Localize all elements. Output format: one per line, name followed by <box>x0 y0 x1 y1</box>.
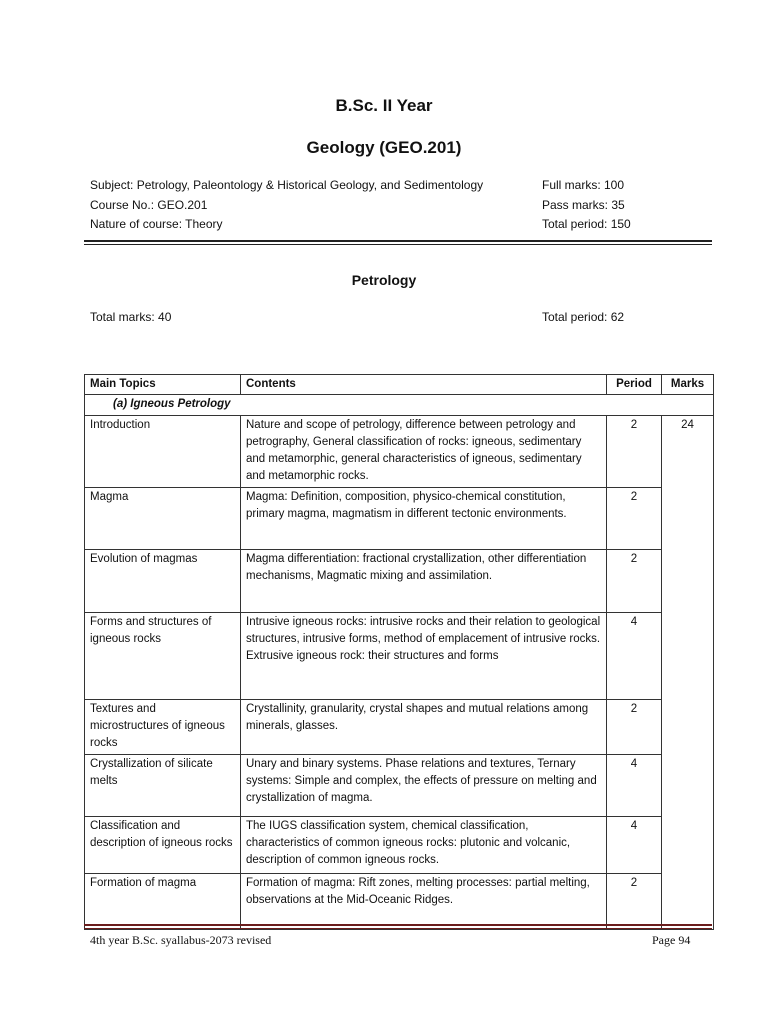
table-row <box>85 873 714 929</box>
section-total-period: Total period: 62 <box>542 310 625 324</box>
period-cell: 4 <box>607 754 662 816</box>
table-header-row <box>85 375 714 395</box>
page-title-course: Geology (GEO.201) <box>306 138 462 157</box>
table-row <box>85 487 714 549</box>
topic-cell: Introduction <box>85 415 241 487</box>
topic-cell: Forms and structures of igneous rocks <box>85 612 241 699</box>
section-total-marks: Total marks: 40 <box>90 310 172 324</box>
marks-cell: 24 <box>662 415 714 929</box>
nature-text: Nature of course: Theory <box>90 217 223 231</box>
pass-marks-text: Pass marks: 35 <box>542 197 625 212</box>
contents-cell: Nature and scope of petrology, difference between petrology and petrography, General classification of rocks: igneous, sedimentary and metamorphic, general characteristics of igneous, sedimentary and metamorphic rocks. <box>241 415 607 487</box>
full-marks-text: Full marks: 100 <box>542 178 625 192</box>
footer-syllabus-label: 4th year B.Sc. syallabus-2073 revised <box>90 933 272 947</box>
course-info-left <box>90 176 483 235</box>
table-row <box>85 699 714 754</box>
subject-text: Subject: Petrology, Paleontology & Historical Geology, and Sedimentology <box>90 178 484 192</box>
table-row <box>85 754 714 816</box>
footer-divider-thin <box>84 928 712 929</box>
period-cell: 2 <box>607 487 662 549</box>
topic-cell: Crystallization of silicate melts <box>85 754 241 816</box>
topic-cell: Formation of magma <box>85 873 241 929</box>
contents-cell: Crystallinity, granularity, crystal shapes and mutual relations among minerals, glasses. <box>241 699 607 754</box>
header-contents: Contents <box>241 375 607 395</box>
period-cell: 2 <box>607 699 662 754</box>
total-period-text: Total period: 150 <box>542 217 631 231</box>
header-period: Period <box>607 375 662 395</box>
contents-cell: Intrusive igneous rocks: intrusive rocks and their relation to geological structures, intrusive forms, method of emplacement of intrusive rocks. Extrusive igneous rock: their structures and forms <box>241 612 607 699</box>
contents-cell: Magma: Definition, composition, physico-chemical constitution, primary magma, magmatism in different tectonic environments. <box>241 487 607 549</box>
period-cell: 2 <box>607 873 662 929</box>
section-title: Petrology <box>351 272 417 288</box>
table-row <box>85 816 714 873</box>
table-row <box>85 549 714 612</box>
course-info-right <box>542 176 631 235</box>
period-cell: 4 <box>607 612 662 699</box>
syllabus-table <box>84 374 714 930</box>
header-divider-thick <box>84 240 712 242</box>
period-cell: 2 <box>607 549 662 612</box>
period-cell: 2 <box>607 415 662 487</box>
header-marks: Marks <box>662 375 714 395</box>
topic-cell: Magma <box>85 487 241 549</box>
course-no-text: Course No.: GEO.201 <box>90 197 208 212</box>
header-main-topics: Main Topics <box>85 375 241 395</box>
table-row <box>85 415 714 487</box>
contents-cell: The IUGS classification system, chemical classification, characteristics of common igneous rocks: plutonic and volcanic, description of common igneous rocks. <box>241 816 607 873</box>
table-row <box>85 612 714 699</box>
page-title-year: B.Sc. II Year <box>335 96 433 115</box>
contents-cell: Formation of magma: Rift zones, melting processes: partial melting, observations at the Mid-Oceanic Ridges. <box>241 873 607 929</box>
topic-cell: Textures and microstructures of igneous rocks <box>85 699 241 754</box>
contents-cell: Magma differentiation: fractional crystallization, other differentiation mechanisms, Magmatic mixing and assimilation. <box>241 549 607 612</box>
subheading-igneous-petrology: (a) Igneous Petrology <box>85 395 714 415</box>
header-divider-thin <box>84 244 712 245</box>
contents-cell: Unary and binary systems. Phase relations and textures, Ternary systems: Simple and complex, the effects of pressure on melting and crystallization of magma. <box>241 754 607 816</box>
footer-page-number: Page 94 <box>652 933 691 947</box>
period-cell: 4 <box>607 816 662 873</box>
topic-cell: Evolution of magmas <box>85 549 241 612</box>
footer-divider-thick <box>84 924 712 926</box>
table-subheading-row <box>85 395 714 415</box>
topic-cell: Classification and description of igneous rocks <box>85 816 241 873</box>
